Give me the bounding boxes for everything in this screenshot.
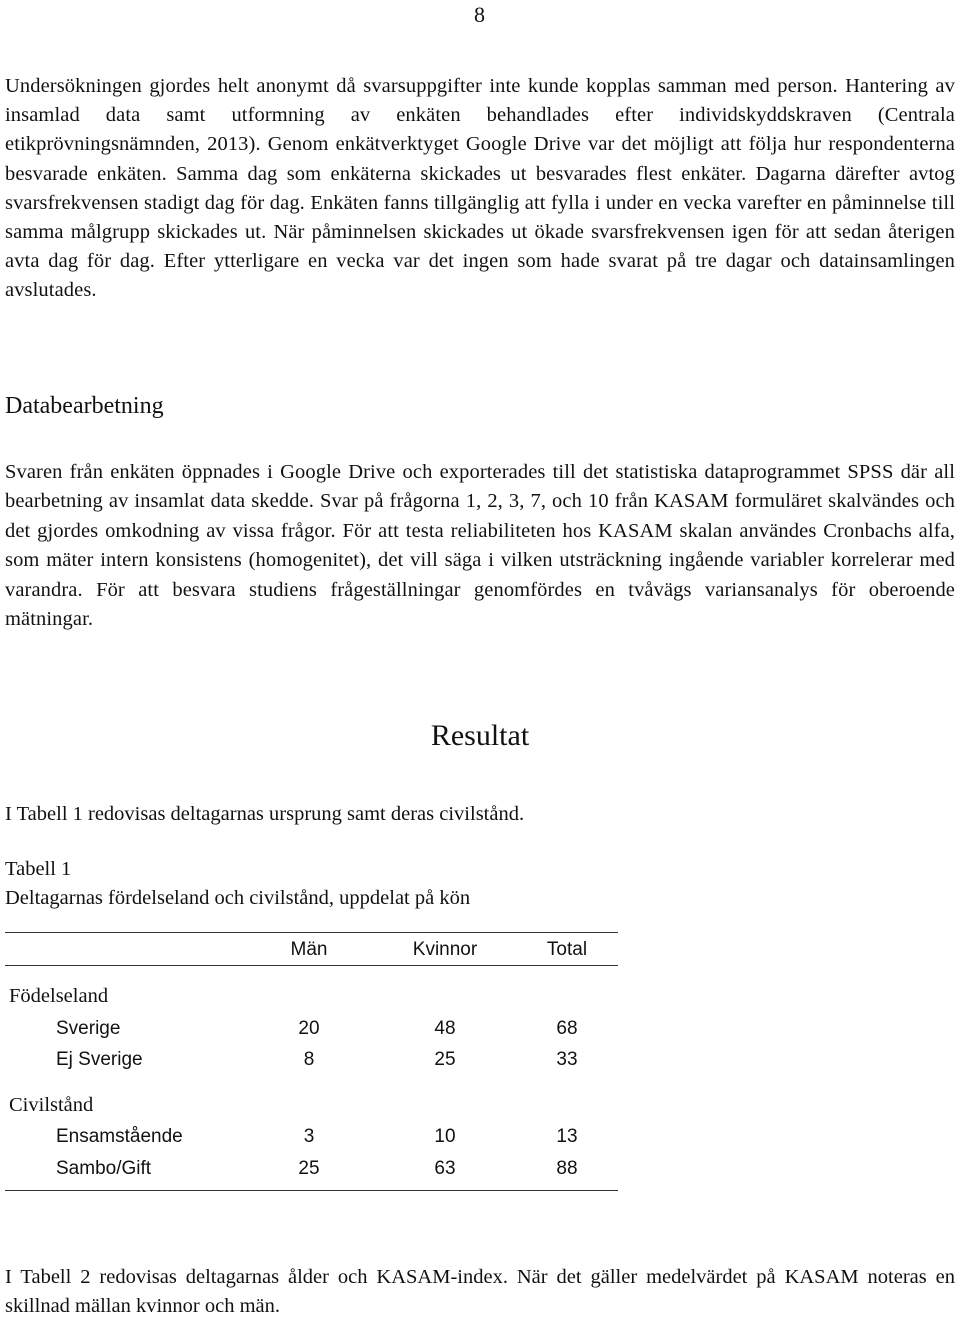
column-header-man: Män <box>290 939 328 960</box>
section-heading-databearbetning: Databearbetning <box>5 393 164 419</box>
table-group-fodelseland: Födelseland <box>9 985 109 1007</box>
cell-ej-sverige-kvinnor: 25 <box>434 1049 456 1070</box>
column-header-total: Total <box>546 939 588 960</box>
paragraph-table-intro: I Tabell 1 redovisas deltagarnas ursprung samt deras civilstånd. <box>5 803 525 825</box>
table-header-rule <box>5 965 618 966</box>
row-label-sambo-gift: Sambo/Gift <box>56 1158 152 1179</box>
table-top-rule <box>5 932 618 933</box>
table-label: Tabell 1 <box>5 858 72 880</box>
paragraph-method-anonymity: Undersökningen gjordes helt anonymt då svarsuppgifter inte kunde kopplas samman med person. Hantering av insamlad data samt utformning av enkäten behandlades efter individskyddskraven (Centrala etikprövningsnämnden, 2013). Genom enkätverktyget Google Drive var det möjligt att följa hur respondenterna besvarade enkäten. Samma dag som enkäterna skickades ut besvarades flest enkäter. Dagarna därefter avtog svarsfrekvensen stadigt dag för dag. Enkäten fanns tillgänglig att fylla i under en vecka varefter en påminnelse till samma målgrupp skickades ut. När påminnelsen skickades ut ökade svarsfrekvensen igen för att sedan återigen avta dag för dag. Efter ytterligare en vecka var det ingen som hade svarat på tre dagar och datainsamlingen avslutades. <box>5 75 955 302</box>
cell-sverige-total: 68 <box>556 1018 578 1039</box>
cell-ensamstaende-man: 3 <box>303 1126 315 1147</box>
cell-ensamstaende-kvinnor: 10 <box>434 1126 456 1147</box>
cell-sambo-gift-total: 88 <box>556 1158 578 1179</box>
paragraph-table2-intro: I Tabell 2 redovisas deltagarnas ålder och KASAM-index. När det gäller medelvärdet på KASAM noteras en skillnad mällan kvinnor och män. <box>5 1266 955 1317</box>
column-header-kvinnor: Kvinnor <box>412 939 478 960</box>
page-number: 8 <box>474 2 485 27</box>
cell-sambo-gift-kvinnor: 63 <box>434 1158 456 1179</box>
row-label-sverige: Sverige <box>56 1018 121 1039</box>
row-label-ensamstaende: Ensamstående <box>56 1126 183 1147</box>
cell-ej-sverige-total: 33 <box>556 1049 578 1070</box>
cell-ensamstaende-total: 13 <box>556 1126 578 1147</box>
cell-sverige-man: 20 <box>298 1018 320 1039</box>
table-group-civilstand: Civilstånd <box>9 1094 94 1116</box>
cell-sverige-kvinnor: 48 <box>434 1018 456 1039</box>
cell-ej-sverige-man: 8 <box>303 1049 315 1070</box>
section-heading-resultat: Resultat <box>430 719 530 752</box>
table-caption: Deltagarnas fördelseland och civilstånd, uppdelat på kön <box>5 887 471 909</box>
row-label-ej-sverige: Ej Sverige <box>56 1049 143 1070</box>
table-bottom-rule <box>5 1190 618 1191</box>
cell-sambo-gift-man: 25 <box>298 1158 320 1179</box>
paragraph-data-processing: Svaren från enkäten öppnades i Google Drive och exporterades till det statistiska dataprogrammet SPSS där all bearbetning av insamlat data skedde. Svar på frågorna 1, 2, 3, 7, och 10 från KASAM formuläret skalvändes och det gjordes omkodning av vissa frågor. För att testa reliabiliteten hos KASAM skalan användes Cronbachs alfa, som mäter intern konsistens (homogenitet), det vill säga i vilken utsträckning ingående variabler korrelerar med varandra. För att besvara studiens frågeställningar genomfördes en tvåvägs variansanalys för oberoende mätningar. <box>5 461 955 631</box>
